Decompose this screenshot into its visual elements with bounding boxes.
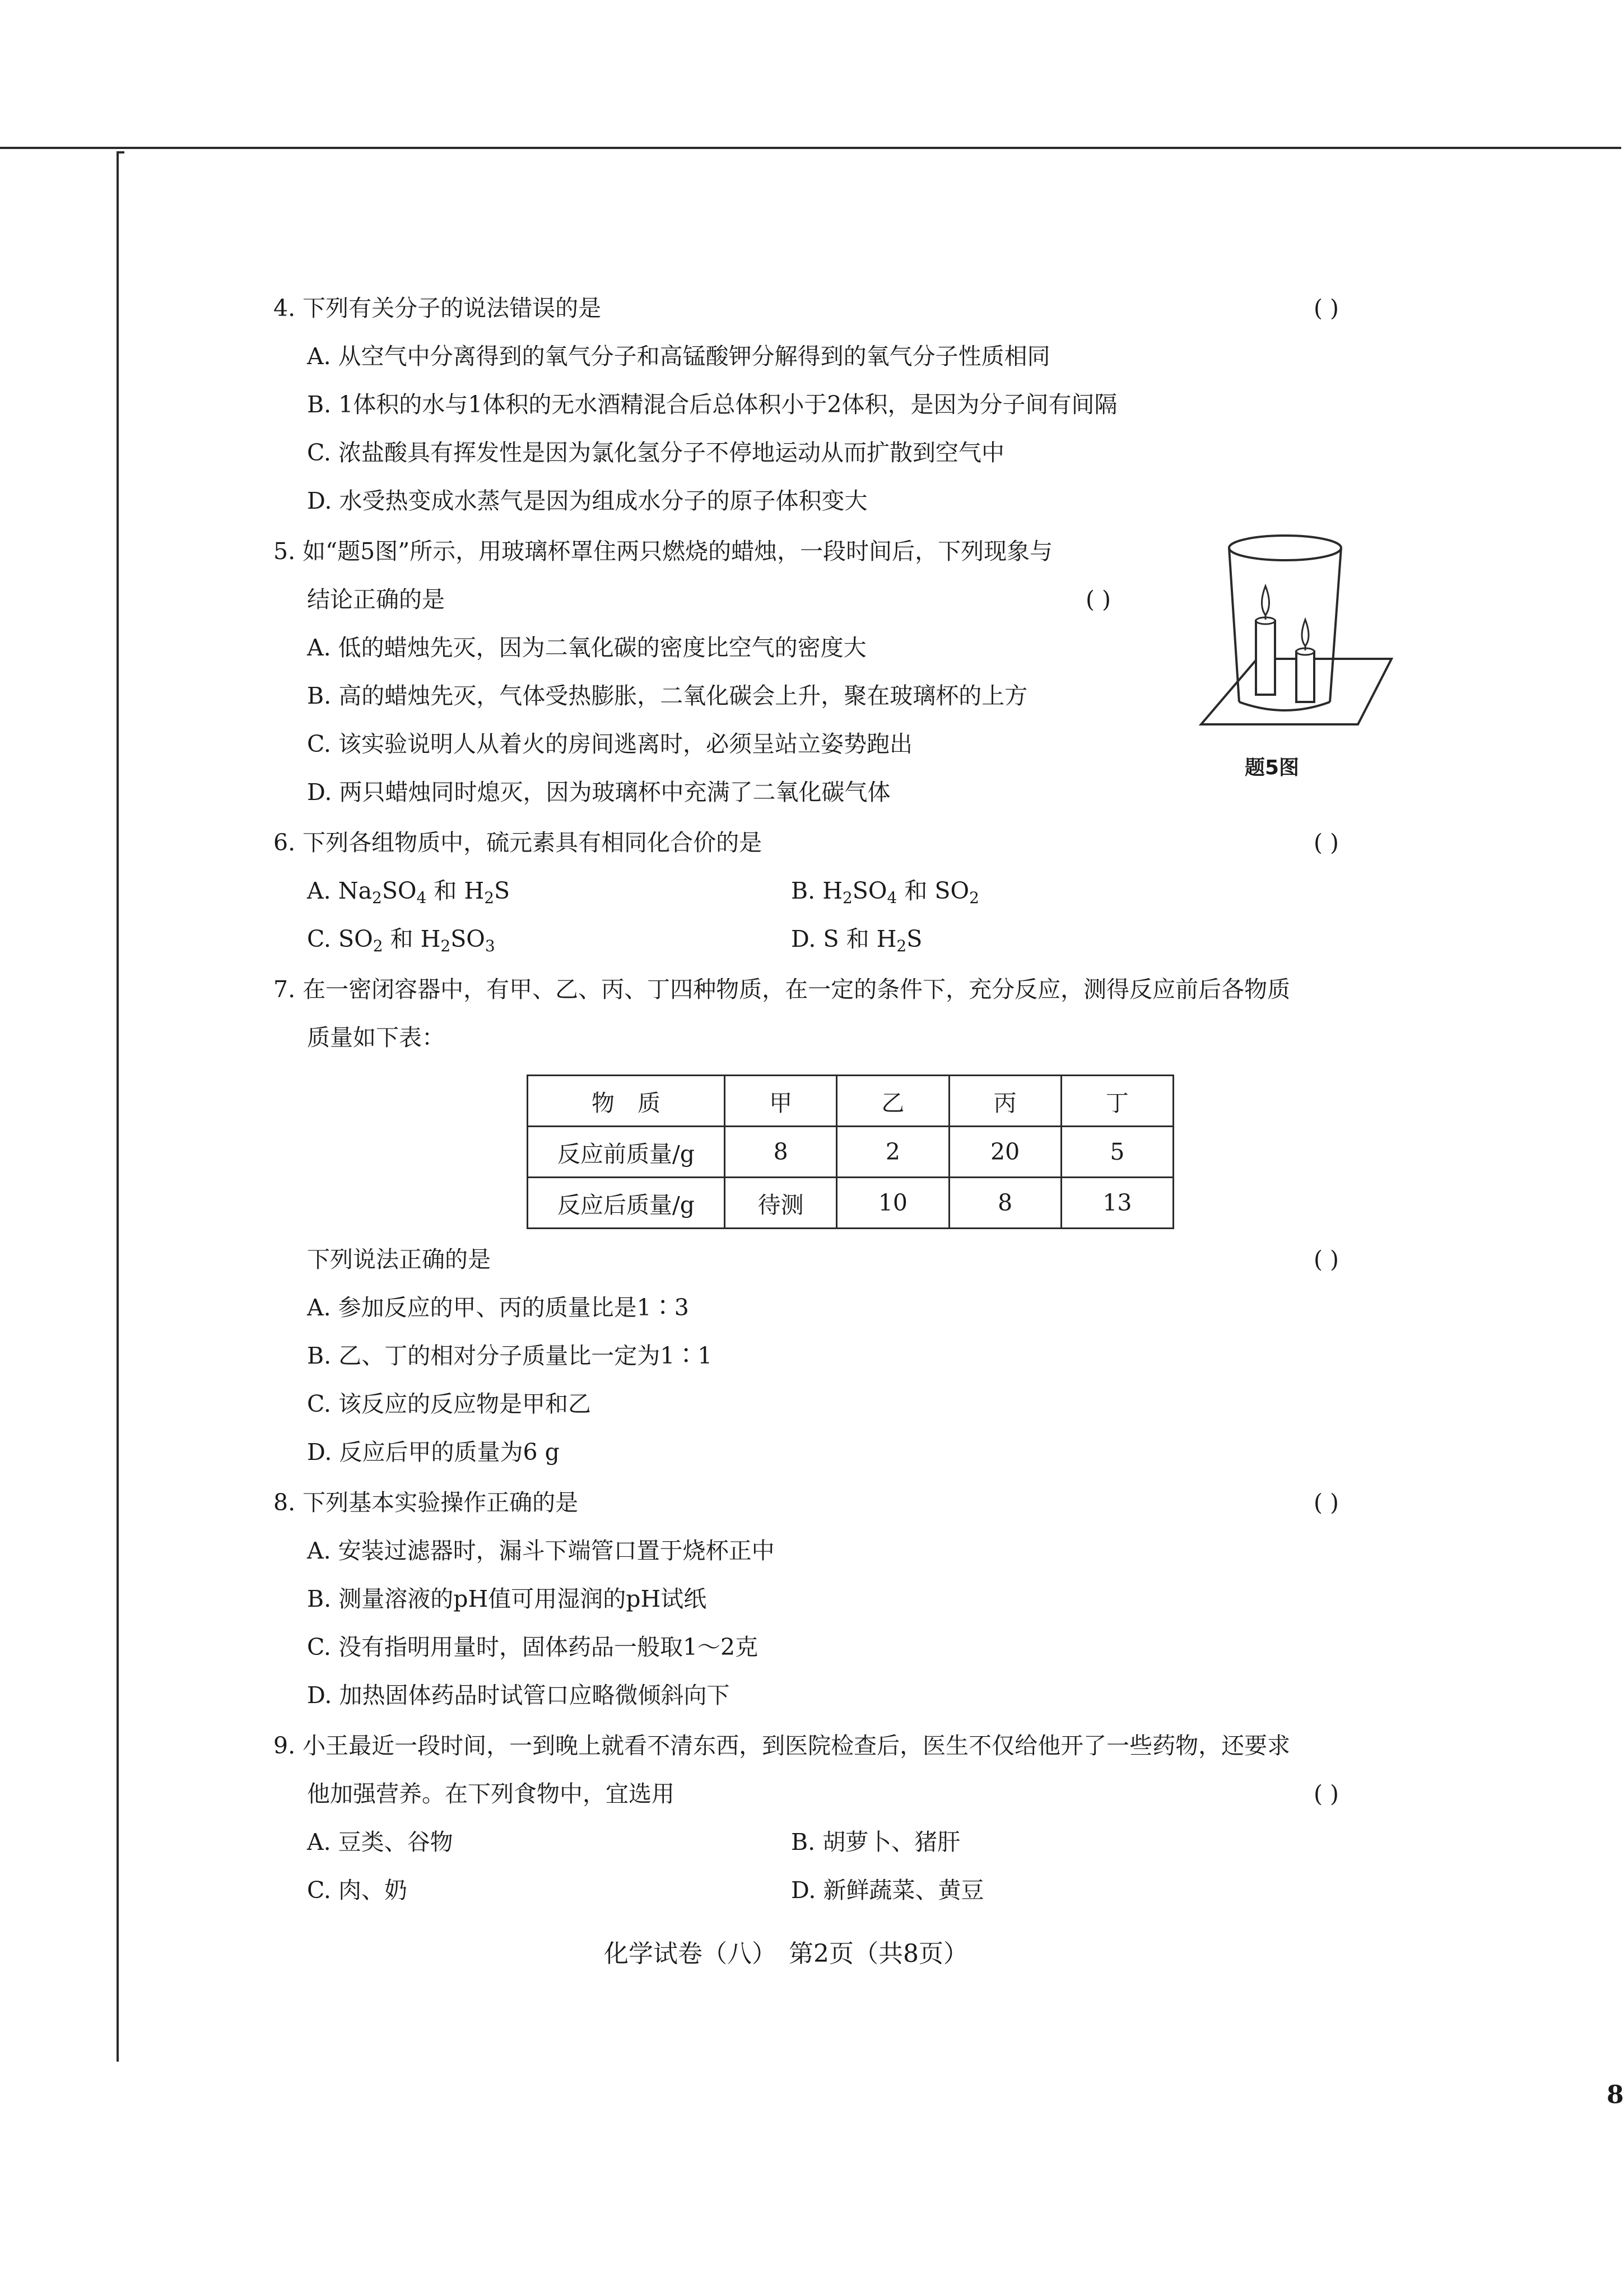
table-cell: 10 xyxy=(837,1178,949,1229)
q5-option-b: B. 高的蜡烛先灭，气体受热膨胀，二氧化碳会上升，聚在玻璃杯的上方 xyxy=(307,682,1028,709)
top-border-line xyxy=(0,147,1621,149)
candles-under-glass-figure xyxy=(1190,531,1403,738)
table-row xyxy=(528,1178,1174,1229)
q5-answer-paren: ( ) xyxy=(1086,586,1111,613)
q9-stem-line1: 9. 小王最近一段时间，一到晚上就看不清东西，到医院检查后，医生不仅给他开了一些药物，还要求 xyxy=(273,1732,1291,1759)
q6-option-b: B. $H_2SO_4$ 和 $SO_2$ xyxy=(791,877,979,907)
q9-option-d: D. 新鲜蔬菜、黄豆 xyxy=(791,1877,984,1904)
q8-option-b: B. 测量溶液的pH值可用湿润的pH试纸 xyxy=(307,1585,707,1612)
figure-caption: 题5图 xyxy=(1245,756,1300,779)
q6-answer-paren: ( ) xyxy=(1314,829,1339,856)
q4-option-d: D. 水受热变成水蒸气是因为组成水分子的原子体积变大 xyxy=(307,487,868,514)
left-border-line xyxy=(117,151,119,2062)
q5-stem-line2: 结论正确的是 xyxy=(307,586,445,613)
page-footer: 化学试卷（八） 第2页（共8页） xyxy=(604,1939,968,1968)
q8-stem: 8. 下列基本实验操作正确的是 xyxy=(273,1489,579,1516)
q8-option-a: A. 安装过滤器时，漏斗下端管口置于烧杯正中 xyxy=(307,1537,775,1564)
q7-stem-line2: 质量如下表： xyxy=(307,1024,445,1051)
q9-option-a: A. 豆类、谷物 xyxy=(307,1829,453,1855)
q9-option-b: B. 胡萝卜、猪肝 xyxy=(791,1829,961,1855)
mass-table xyxy=(527,1075,1174,1229)
page-corner-number: 8 xyxy=(1607,2081,1624,2109)
q7-option-b: B. 乙、丁的相对分子质量比一定为1∶1 xyxy=(307,1342,713,1369)
table-cell: 5 xyxy=(1061,1127,1173,1178)
q8-answer-paren: ( ) xyxy=(1314,1489,1339,1516)
table-header-cell: 丙 xyxy=(949,1076,1061,1127)
q6-option-d: D. S 和 $H_2S$ xyxy=(791,925,923,955)
q9-option-c: C. 肉、奶 xyxy=(307,1877,407,1904)
q4-stem: 4. 下列有关分子的说法错误的是 xyxy=(273,295,602,322)
table-cell: 13 xyxy=(1061,1178,1173,1229)
q4-answer-paren: ( ) xyxy=(1314,295,1339,322)
q7-answer-paren: ( ) xyxy=(1314,1246,1339,1273)
table-row xyxy=(528,1127,1174,1178)
q7-option-d: D. 反应后甲的质量为6 g xyxy=(307,1439,560,1466)
q7-option-a: A. 参加反应的甲、丙的质量比是1∶3 xyxy=(307,1294,689,1321)
q9-stem-line2: 他加强营养。在下列食物中，宜选用 xyxy=(307,1780,674,1807)
q6-stem: 6. 下列各组物质中，硫元素具有相同化合价的是 xyxy=(273,829,762,856)
table-cell: 20 xyxy=(949,1127,1061,1178)
table-cell: 反应前质量/g xyxy=(528,1127,725,1178)
left-border-tick xyxy=(117,151,124,154)
q7-stem-line1: 7. 在一密闭容器中，有甲、乙、丙、丁四种物质，在一定的条件下，充分反应，测得反应前后各物质 xyxy=(273,976,1291,1003)
q5-option-a: A. 低的蜡烛先灭，因为二氧化碳的密度比空气的密度大 xyxy=(307,634,867,661)
q8-option-d: D. 加热固体药品时试管口应略微倾斜向下 xyxy=(307,1682,730,1709)
q4-option-a: A. 从空气中分离得到的氧气分子和高锰酸钾分解得到的氧气分子性质相同 xyxy=(307,343,1050,370)
table-header-cell: 丁 xyxy=(1061,1076,1173,1127)
q9-answer-paren: ( ) xyxy=(1314,1780,1339,1807)
table-header-row xyxy=(528,1076,1174,1127)
table-header-cell: 物 质 xyxy=(528,1076,725,1127)
q4-option-b: B. 1体积的水与1体积的无水酒精混合后总体积小于2体积，是因为分子间有间隔 xyxy=(307,391,1118,418)
q8-option-c: C. 没有指明用量时，固体药品一般取1～2克 xyxy=(307,1634,759,1661)
table-header-cell: 乙 xyxy=(837,1076,949,1127)
q5-option-c: C. 该实验说明人从着火的房间逃离时，必须呈站立姿势跑出 xyxy=(307,731,913,757)
q6-option-a: A. $Na_2SO_4$ 和 $H_2S$ xyxy=(307,877,510,907)
q6-option-c: C. $SO_2$ 和 $H_2SO_3$ xyxy=(307,925,495,955)
table-cell: 反应后质量/g xyxy=(528,1178,725,1229)
table-cell: 8 xyxy=(725,1127,837,1178)
q7-option-c: C. 该反应的反应物是甲和乙 xyxy=(307,1390,591,1417)
q7-ask: 下列说法正确的是 xyxy=(307,1246,491,1273)
q4-option-c: C. 浓盐酸具有挥发性是因为氯化氢分子不停地运动从而扩散到空气中 xyxy=(307,439,1004,466)
table-cell: 待测 xyxy=(725,1178,837,1229)
q5-stem-line1: 5. 如“题5图”所示，用玻璃杯罩住两只燃烧的蜡烛，一段时间后，下列现象与 xyxy=(273,538,1053,565)
table-cell: 2 xyxy=(837,1127,949,1178)
q5-option-d: D. 两只蜡烛同时熄灭，因为玻璃杯中充满了二氧化碳气体 xyxy=(307,779,891,806)
table-cell: 8 xyxy=(949,1178,1061,1229)
table-header-cell: 甲 xyxy=(725,1076,837,1127)
